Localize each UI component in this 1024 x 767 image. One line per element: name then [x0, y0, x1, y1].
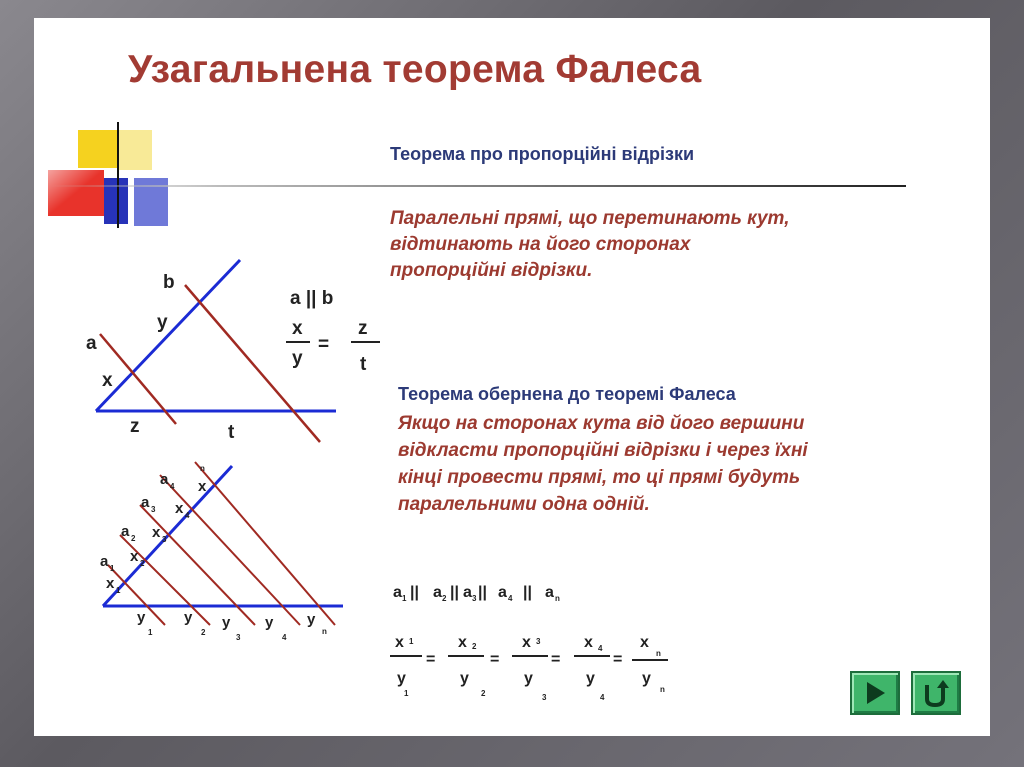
subscript: 4: [598, 644, 603, 653]
label-y: y: [222, 614, 231, 631]
frac-num: x: [458, 634, 467, 651]
subscript: 4: [185, 511, 190, 520]
subscript: 3: [151, 505, 156, 514]
fraction-x-num: x: [292, 318, 303, 339]
frac-den: y: [524, 670, 533, 687]
label-x: x: [130, 548, 139, 565]
label-y: y: [265, 614, 274, 631]
parallel-line-n: [195, 462, 335, 625]
subscript: 1: [116, 586, 121, 595]
u-turn-return-icon: [913, 673, 959, 713]
frac-num: x: [640, 634, 649, 651]
label-a: a: [141, 494, 150, 511]
subscript: 1: [409, 637, 414, 646]
subscript: n: [656, 649, 661, 658]
subscript: 2: [442, 594, 447, 603]
label-y: y: [307, 611, 316, 628]
label-x: x: [152, 524, 161, 541]
equals-sign: =: [318, 334, 330, 355]
converse-statement-line: паралельними одна одній.: [398, 494, 650, 515]
subscript: 2: [472, 642, 477, 651]
subscript: 2: [201, 628, 206, 637]
label-b: b: [163, 272, 175, 293]
fraction-y-den: y: [292, 348, 303, 369]
frac-num: x: [395, 634, 404, 651]
subscript: 4: [282, 633, 287, 642]
label-a: a: [100, 553, 109, 570]
frac-den: y: [586, 670, 595, 687]
label-x: x: [102, 370, 113, 391]
chain-a: a: [498, 584, 507, 601]
subscript: 1: [110, 564, 115, 573]
subscript: n: [200, 464, 205, 473]
subscript: 1: [148, 628, 153, 637]
subscript: 4: [508, 594, 513, 603]
label-x: x: [175, 500, 184, 517]
label-y: y: [184, 609, 193, 626]
next-slide-button[interactable]: [850, 671, 900, 715]
frac-num: x: [584, 634, 593, 651]
subscript: 2: [140, 559, 145, 568]
converse-statement-line: кінці провести прямі, то ці прямі будуть: [398, 467, 801, 488]
converse-statement-line: відкласти пропорційні відрізки і через їхні: [398, 440, 808, 461]
theorem-statement-line: відтинають на його сторонах: [390, 234, 691, 255]
label-y: y: [137, 609, 146, 626]
frac-den: y: [397, 670, 406, 687]
parallel-statement: a || b: [290, 288, 334, 309]
label-t: t: [228, 422, 235, 443]
subscript: 4: [170, 482, 175, 491]
slide-title: Узагальнена теорема Фалеса: [128, 48, 702, 91]
equals-sign: =: [613, 651, 623, 668]
subscript: 2: [481, 689, 486, 698]
chain-a: a: [433, 584, 442, 601]
theorem-statement-line: Паралельні прямі, що перетинають кут,: [390, 208, 790, 229]
chain-parallel: ||: [478, 584, 487, 601]
frac-den: y: [460, 670, 469, 687]
chain-a: a: [393, 584, 402, 601]
theorem-statement-line: пропорційні відрізки.: [390, 260, 593, 281]
subscript: n: [660, 685, 665, 694]
subscript: 3: [536, 637, 541, 646]
subscript: 3: [542, 693, 547, 702]
subscript: 3: [162, 535, 167, 544]
return-button[interactable]: [911, 671, 961, 715]
converse-statement-line: Якщо на сторонах кута від його вершини: [398, 413, 805, 434]
frac-num: x: [522, 634, 531, 651]
subscript: 1: [402, 594, 407, 603]
subscript: 1: [404, 689, 409, 698]
subscript: n: [555, 594, 560, 603]
equals-sign: =: [426, 651, 436, 668]
play-triangle-icon: [852, 673, 898, 713]
chain-parallel: ||: [410, 584, 419, 601]
equals-sign: =: [490, 651, 500, 668]
chain-a: a: [545, 584, 554, 601]
label-a: a: [86, 333, 97, 354]
equals-sign: =: [551, 651, 561, 668]
chain-a: a: [463, 584, 472, 601]
fraction-t-den: t: [360, 354, 367, 375]
fraction-z-num: z: [358, 318, 368, 339]
label-x: x: [198, 478, 207, 495]
label-a: a: [121, 523, 130, 540]
label-z: z: [130, 416, 140, 437]
subscript: 4: [600, 693, 605, 702]
label-a: a: [160, 471, 169, 488]
converse-theorem-title: Теорема обернена до теоремі Фалеса: [398, 384, 736, 404]
parallel-line-4: [160, 475, 300, 625]
subscript: 3: [472, 594, 477, 603]
chain-parallel: ||: [450, 584, 459, 601]
frac-den: y: [642, 670, 651, 687]
subscript: n: [322, 627, 327, 636]
subscript: 2: [131, 534, 136, 543]
subscript: 3: [236, 633, 241, 642]
chain-parallel: ||: [523, 584, 532, 601]
label-y: y: [157, 312, 168, 333]
theorem-subtitle: Теорема про пропорційні відрізки: [390, 144, 695, 164]
label-x: x: [106, 575, 115, 592]
